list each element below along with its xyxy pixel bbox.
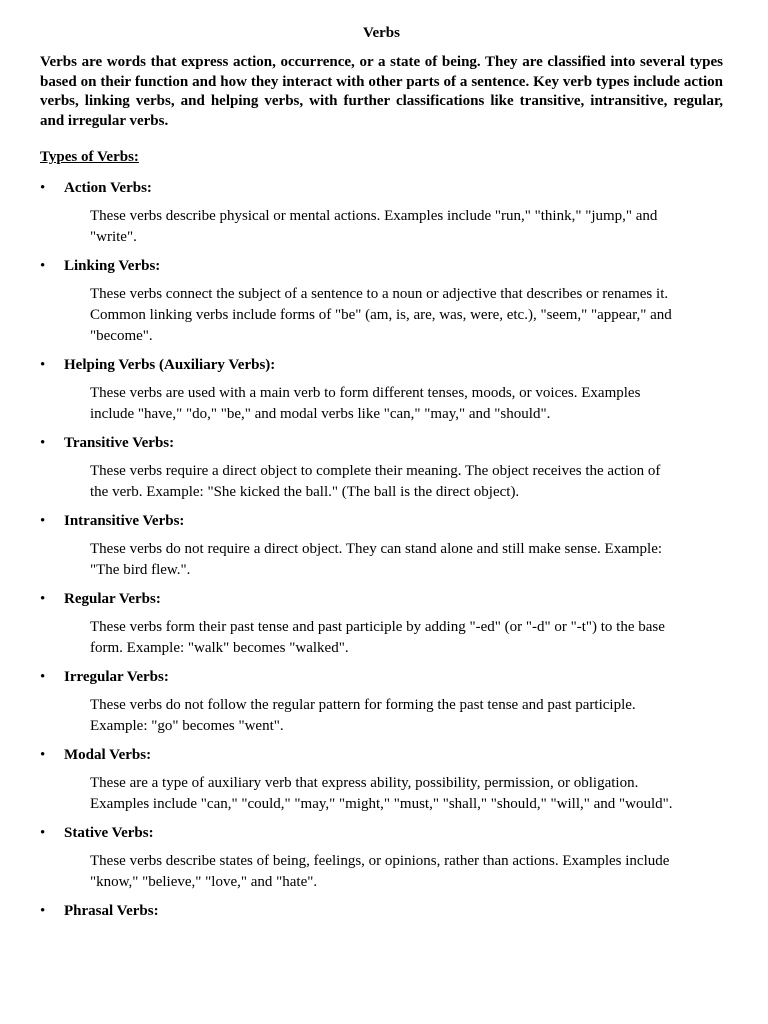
verb-type-description: These are a type of auxiliary verb that express ability, possibility, permission, or obligation. Examples include "can," "could," "may," "might," "must," "shall," "should," "will," and "would". — [90, 775, 673, 812]
verb-type-title: Modal Verbs: — [64, 747, 152, 763]
list-item — [40, 355, 723, 425]
list-item-heading — [40, 745, 723, 765]
verb-type-description: These verbs require a direct object to complete their meaning. The object receives the action of the verb. Example: "She kicked the ball." (The ball is the direct object). — [90, 463, 661, 500]
list-item-heading — [40, 256, 723, 276]
document-page — [40, 23, 723, 929]
verb-type-title: Action Verbs: — [64, 180, 152, 196]
verb-type-title: Irregular Verbs: — [64, 669, 169, 685]
verb-type-description: These verbs do not follow the regular pattern for forming the past tense and past participle. Example: "go" becomes "went". — [90, 697, 636, 734]
list-item — [40, 901, 723, 921]
bullet-icon: • — [40, 591, 46, 607]
verb-type-title: Phrasal Verbs: — [64, 903, 159, 919]
list-item-heading — [40, 901, 723, 921]
document-title: Verbs — [363, 25, 400, 41]
list-item — [40, 667, 723, 737]
verb-type-list — [40, 178, 723, 921]
verb-type-title: Intransitive Verbs: — [64, 513, 185, 529]
verb-type-title: Stative Verbs: — [64, 825, 154, 841]
bullet-icon: • — [40, 513, 46, 529]
list-item — [40, 823, 723, 893]
section-heading: Types of Verbs: — [40, 149, 139, 165]
list-item-heading — [40, 355, 723, 375]
list-item-heading — [40, 823, 723, 843]
bullet-icon: • — [40, 180, 46, 196]
verb-type-description: These verbs form their past tense and past participle by adding "-ed" (or "-d" or "-t") to the base form. Example: "walk" becomes "walked". — [90, 619, 665, 656]
list-item — [40, 589, 723, 659]
bullet-icon: • — [40, 747, 46, 763]
list-item-heading — [40, 511, 723, 531]
verb-type-description: These verbs are used with a main verb to form different tenses, moods, or voices. Examples include "have," "do," "be," and modal verbs like "can," "may," and "should". — [90, 385, 641, 422]
verb-type-description: These verbs do not require a direct object. They can stand alone and still make sense. Example: "The bird flew.". — [90, 541, 663, 578]
list-item — [40, 745, 723, 815]
verb-type-title: Helping Verbs (Auxiliary Verbs): — [64, 357, 276, 373]
list-item — [40, 178, 723, 248]
intro-paragraph: Verbs are words that express action, occurrence, or a state of being. They are classified into several types based on their function and how they interact with other parts of a sentence. Key verb types include action verbs, linking verbs, and helping verbs, with further classifications like transitive, intransitive, regular, and irregular verbs. — [40, 54, 723, 129]
list-item — [40, 256, 723, 347]
bullet-icon: • — [40, 825, 46, 841]
list-item-heading — [40, 433, 723, 453]
list-item — [40, 433, 723, 503]
list-item-heading — [40, 589, 723, 609]
verb-type-description: These verbs connect the subject of a sentence to a noun or adjective that describes or renames it. Common linking verbs include forms of "be" (am, is, are, was, were, etc.), "seem," "appear," and "become". — [90, 286, 672, 344]
bullet-icon: • — [40, 435, 46, 451]
bullet-icon: • — [40, 357, 46, 373]
verb-type-description: These verbs describe physical or mental actions. Examples include "run," "think," "jump," and "write". — [90, 208, 658, 245]
verb-type-title: Linking Verbs: — [64, 258, 161, 274]
list-item-heading — [40, 667, 723, 687]
verb-type-title: Transitive Verbs: — [64, 435, 175, 451]
verb-type-title: Regular Verbs: — [64, 591, 161, 607]
list-item-heading — [40, 178, 723, 198]
bullet-icon: • — [40, 903, 46, 919]
bullet-icon: • — [40, 669, 46, 685]
verb-type-description: These verbs describe states of being, feelings, or opinions, rather than actions. Examples include "know," "believe," "love," and "hate". — [90, 853, 670, 890]
list-item — [40, 511, 723, 581]
bullet-icon: • — [40, 258, 46, 274]
